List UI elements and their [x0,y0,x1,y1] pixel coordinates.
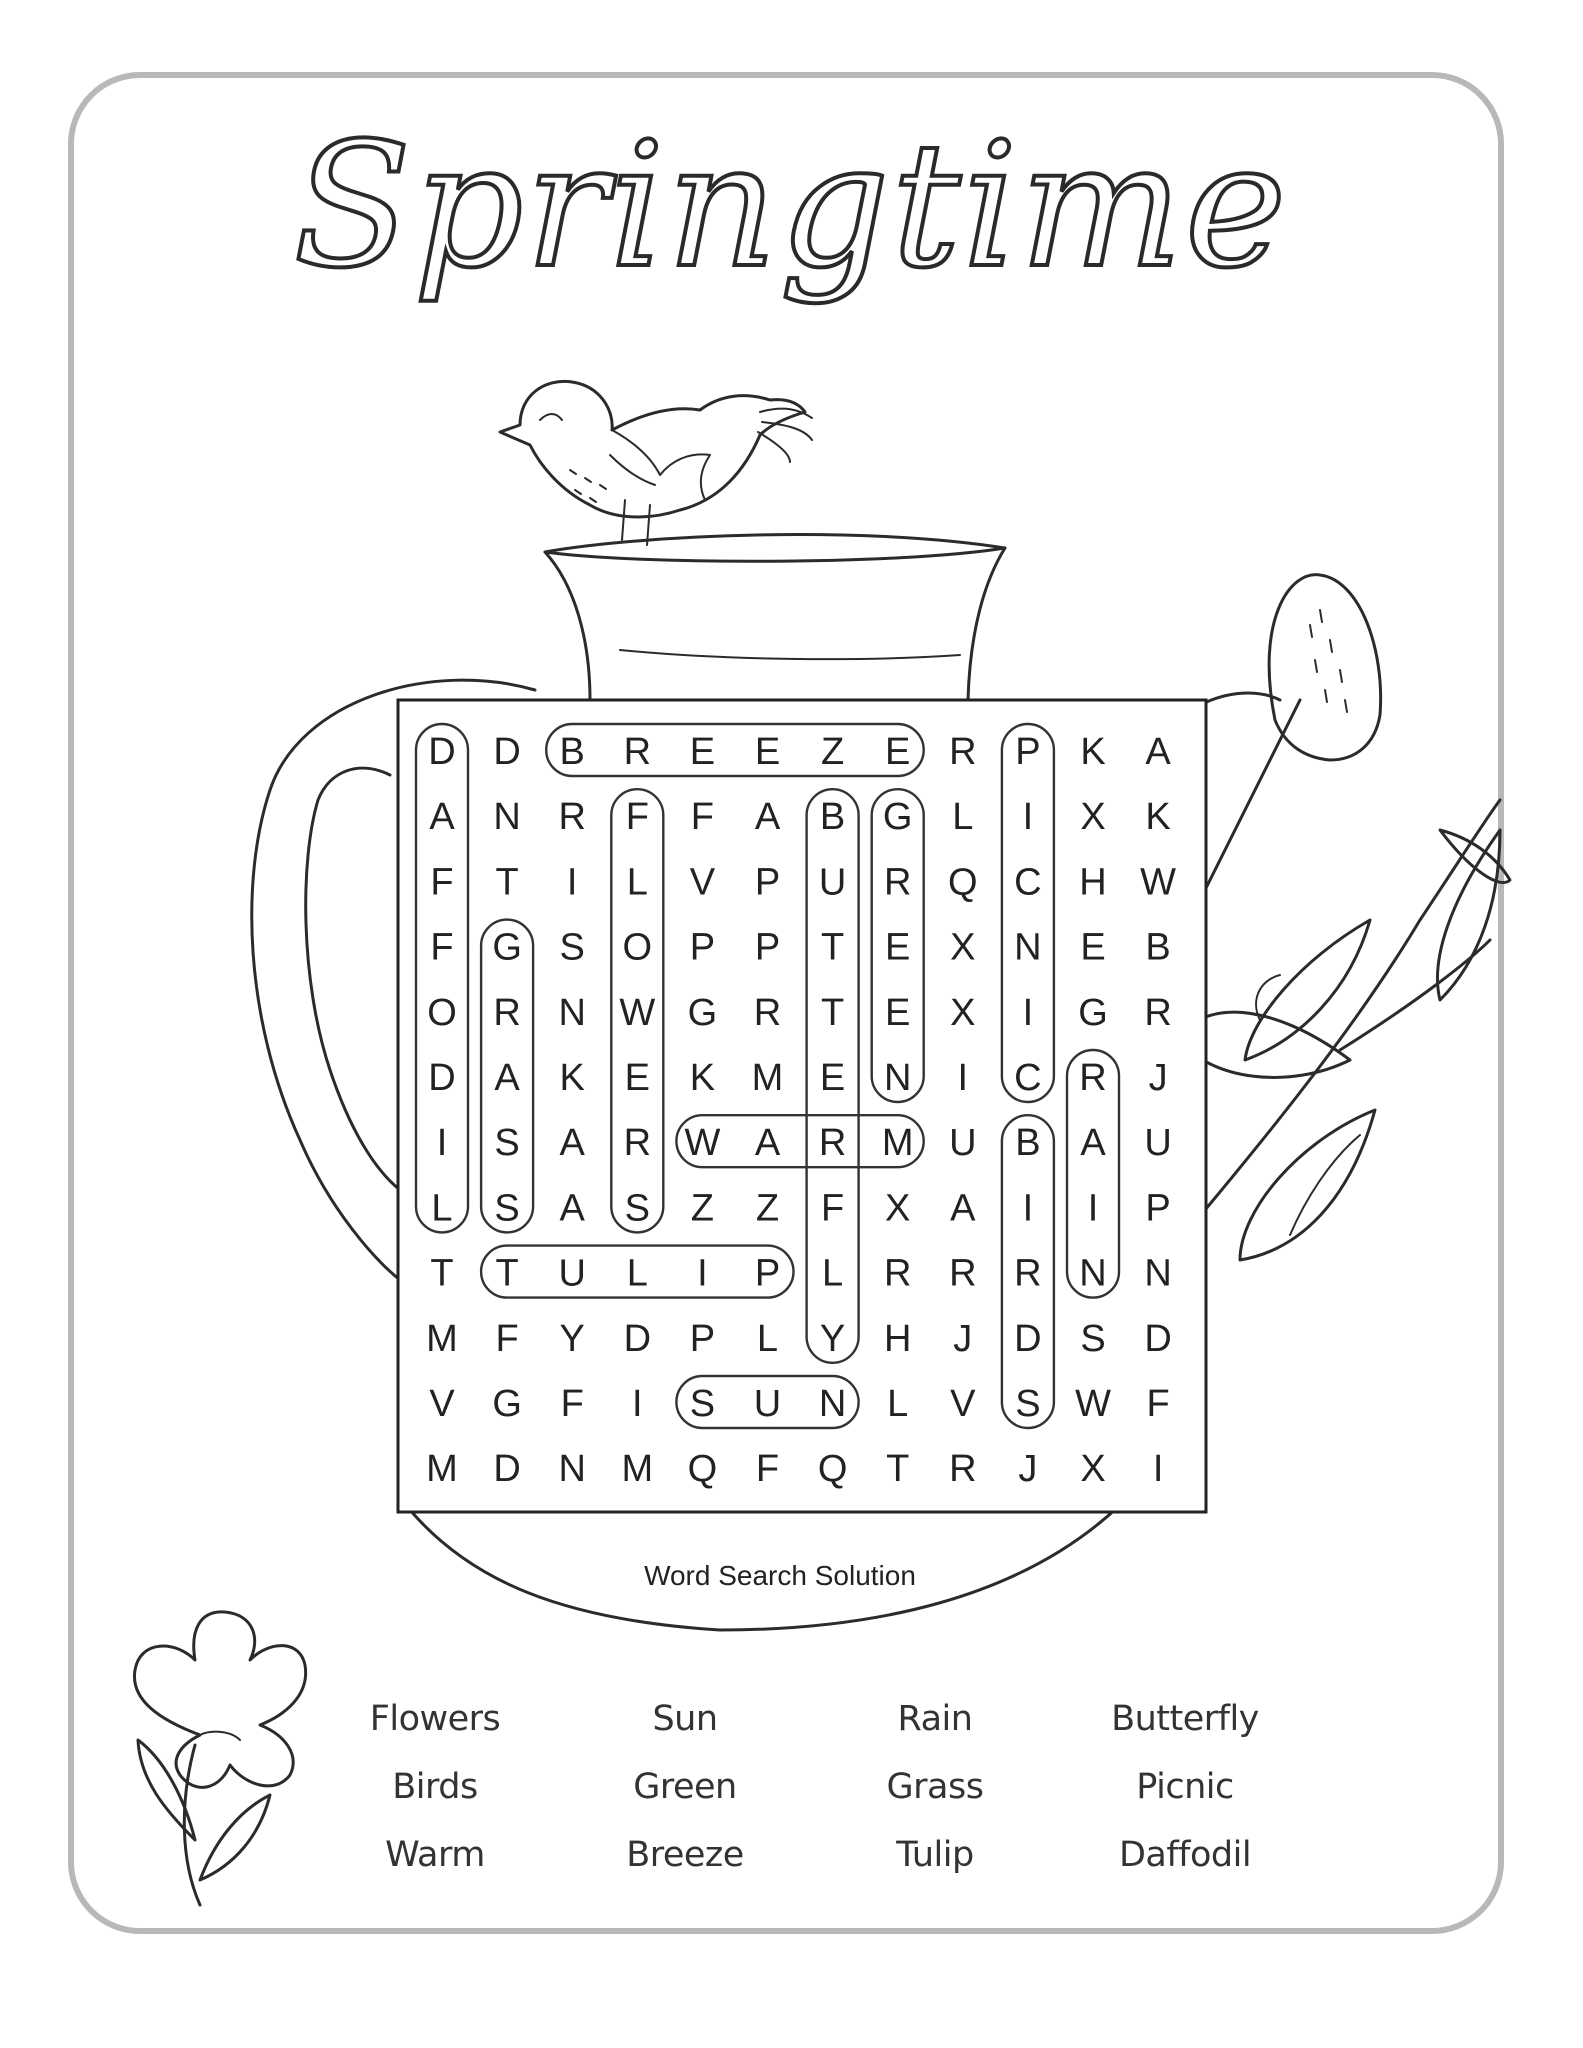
grid-letter: G [492,926,522,969]
grid-letter: L [887,1383,909,1425]
grid-letter: A [1080,1122,1106,1165]
grid-letter: Q [948,861,978,904]
grid-letter: F [820,1187,845,1230]
grid-letter: J [1018,1448,1038,1491]
grid-letter: K [689,1057,716,1099]
bird-illustration [500,381,812,545]
grid-letter: V [689,861,716,904]
grid-letter: K [1080,731,1106,773]
grid-letter: O [622,926,653,969]
grid-letter: F [430,861,454,904]
word-item: Warm [385,1835,485,1875]
grid-letter: S [1015,1383,1041,1425]
word-item: Rain [897,1699,973,1739]
grid-letter: N [1079,1252,1107,1295]
grid-letter: T [430,1252,454,1295]
grid-letter: A [494,1057,520,1099]
grid-letter: N [818,1383,847,1425]
grid-letter: D [428,731,456,773]
grid-letter: W [1075,1383,1111,1425]
grid-letter: T [820,991,845,1034]
grid-letter: P [689,1317,716,1360]
grid-letter: R [949,731,977,773]
grid-letter: E [819,1057,846,1099]
word-item: Green [633,1767,737,1807]
word-item: Picnic [1136,1767,1234,1807]
grid-letter: R [623,731,652,773]
grid-letter: L [431,1187,453,1230]
grid-letter: R [949,1448,977,1491]
grid-letter: Z [820,731,845,773]
grid-letter: G [1078,991,1108,1034]
grid-letter: E [624,1057,650,1099]
grid-letter: C [1014,1057,1042,1099]
grid-letter: N [1144,1252,1172,1295]
word-item: Birds [392,1767,478,1807]
grid-letter: H [1079,861,1107,904]
page-title: Springtime [293,105,1289,306]
grid-letter: G [492,1383,522,1425]
grid-letter: R [623,1122,652,1165]
grid-letter: Z [755,1187,780,1230]
grid-letter: W [619,991,656,1034]
word-list [310,1685,1310,1895]
grid-letter: P [754,1252,781,1295]
grid-letter: I [1087,1187,1099,1230]
grid-letter: A [754,796,781,839]
grid-letter: F [560,1383,584,1425]
grid-letter: R [1144,991,1172,1034]
grid-letter: W [1140,861,1177,904]
grid-letter: Z [690,1187,715,1230]
grid-letter: I [632,1383,643,1425]
grid-letter: M [881,1122,914,1165]
grid-letter: F [625,796,649,839]
word-search-board [398,700,1206,1512]
grid-letter: E [754,731,781,773]
grid-letter: D [428,1057,456,1099]
grid-letter: A [429,796,455,839]
grid-letter: X [950,991,976,1034]
grid-letter: B [819,796,846,839]
grid-letter: S [689,1383,716,1425]
word-item: Tulip [896,1835,974,1875]
grid-letter: F [690,796,715,839]
grid-letter: E [689,731,716,773]
grid-letter: X [885,1187,911,1230]
grid-letter: M [426,1317,458,1360]
grid-letter: R [753,991,782,1034]
grid-letter: R [558,796,586,839]
grid-letter: T [820,926,845,969]
flower-illustration [134,1612,305,1905]
grid-letter: I [566,861,578,904]
grid-letter: R [883,861,912,904]
grid-letter: Y [559,1317,585,1360]
grid-letter: M [751,1057,784,1099]
grid-letter: A [950,1187,976,1230]
grid-letter: L [626,861,648,904]
grid-letter: K [1145,796,1171,839]
grid-letter: T [886,1448,910,1491]
grid-letter: G [882,796,913,839]
grid-letter: U [558,1252,586,1295]
grid-letter: P [754,861,781,904]
grid-letter: P [689,926,716,969]
grid-letter: S [559,926,585,969]
grid-letter: G [687,991,718,1034]
grid-letter: Y [819,1317,846,1360]
grid-letter: O [427,991,457,1034]
grid-letter: A [1145,731,1171,773]
grid-letter: L [952,796,974,839]
grid-letter: N [493,796,521,839]
grid-letter: D [623,1317,652,1360]
grid-letter: K [559,1057,585,1099]
solution-caption: Word Search Solution [644,1560,916,1591]
grid-letter: H [883,1317,912,1360]
grid-letter: X [1080,796,1106,839]
grid-letter: X [950,926,976,969]
grid-letter: E [885,731,911,773]
grid-letter: S [624,1187,650,1230]
word-item: Sun [652,1699,718,1739]
grid-letter: N [558,1448,586,1491]
word-item: Breeze [626,1835,744,1875]
grid-letter: P [1145,1187,1171,1230]
grid-letter: D [1144,1317,1172,1360]
grid-letter: T [495,1252,519,1295]
grid-letter: F [755,1448,780,1491]
grid-letter: Q [687,1448,718,1491]
grid-letter: M [621,1448,654,1491]
word-item: Butterfly [1111,1699,1259,1739]
grid-letter: I [1022,796,1034,839]
word-item: Flowers [369,1699,501,1739]
grid-letter: M [426,1448,458,1491]
grid-letter: J [953,1317,973,1360]
grid-letter: F [1146,1383,1170,1425]
grid-letter: R [883,1252,912,1295]
grid-letter: I [1152,1448,1164,1491]
grid-letter: L [756,1317,779,1360]
grid-letter: L [822,1252,844,1295]
grid-letter: P [1015,731,1041,773]
grid-letter: R [1014,1252,1042,1295]
grid-letter: I [436,1122,448,1165]
grid-letter: R [949,1252,977,1295]
word-item: Daffodil [1118,1835,1252,1875]
grid-letter: U [818,861,847,904]
grid-letter: T [495,861,519,904]
grid-letter: B [559,731,585,773]
grid-letter: I [697,1252,708,1295]
grid-letter: D [493,1448,521,1491]
grid-letter: A [754,1122,781,1165]
grid-letter: F [430,926,454,969]
grid-letter: E [885,926,911,969]
grid-letter: I [957,1057,969,1099]
grid-letter: A [559,1122,585,1165]
grid-letter: N [1014,926,1042,969]
grid-letter: D [493,731,521,773]
grid-letter: E [885,991,911,1034]
grid-letter: R [493,991,521,1034]
grid-letter: I [1022,991,1034,1034]
grid-letter: X [1080,1448,1106,1491]
grid-letter: U [949,1122,977,1165]
grid-letter: B [1015,1122,1041,1165]
grid-letter: W [684,1122,721,1165]
grid-letter: D [1014,1317,1042,1360]
grid-letter: U [1144,1122,1172,1165]
leaf-branch-illustration [1180,800,1510,1260]
grid-letter: N [883,1057,912,1099]
grid-letter: I [1022,1187,1034,1230]
grid-letter: J [1148,1057,1168,1099]
grid-letter: S [494,1187,520,1230]
grid-letter: A [559,1187,585,1230]
grid-letter: V [429,1383,455,1425]
grid-letter: S [494,1122,520,1165]
word-item: Grass [886,1767,984,1807]
grid-letter: S [1080,1317,1106,1360]
grid-letter: F [495,1317,519,1360]
grid-letter: P [754,926,781,969]
grid-letter: R [818,1122,847,1165]
grid-letter: B [1145,926,1171,969]
grid-letter: C [1014,861,1042,904]
grid-letter: E [1080,926,1106,969]
grid-letter: Q [817,1448,848,1491]
grid-letter: N [558,991,586,1034]
grid-letter: U [753,1383,782,1425]
grid-letter: L [626,1252,648,1295]
grid-letter: V [950,1383,976,1425]
grid-letter: R [1079,1057,1107,1099]
